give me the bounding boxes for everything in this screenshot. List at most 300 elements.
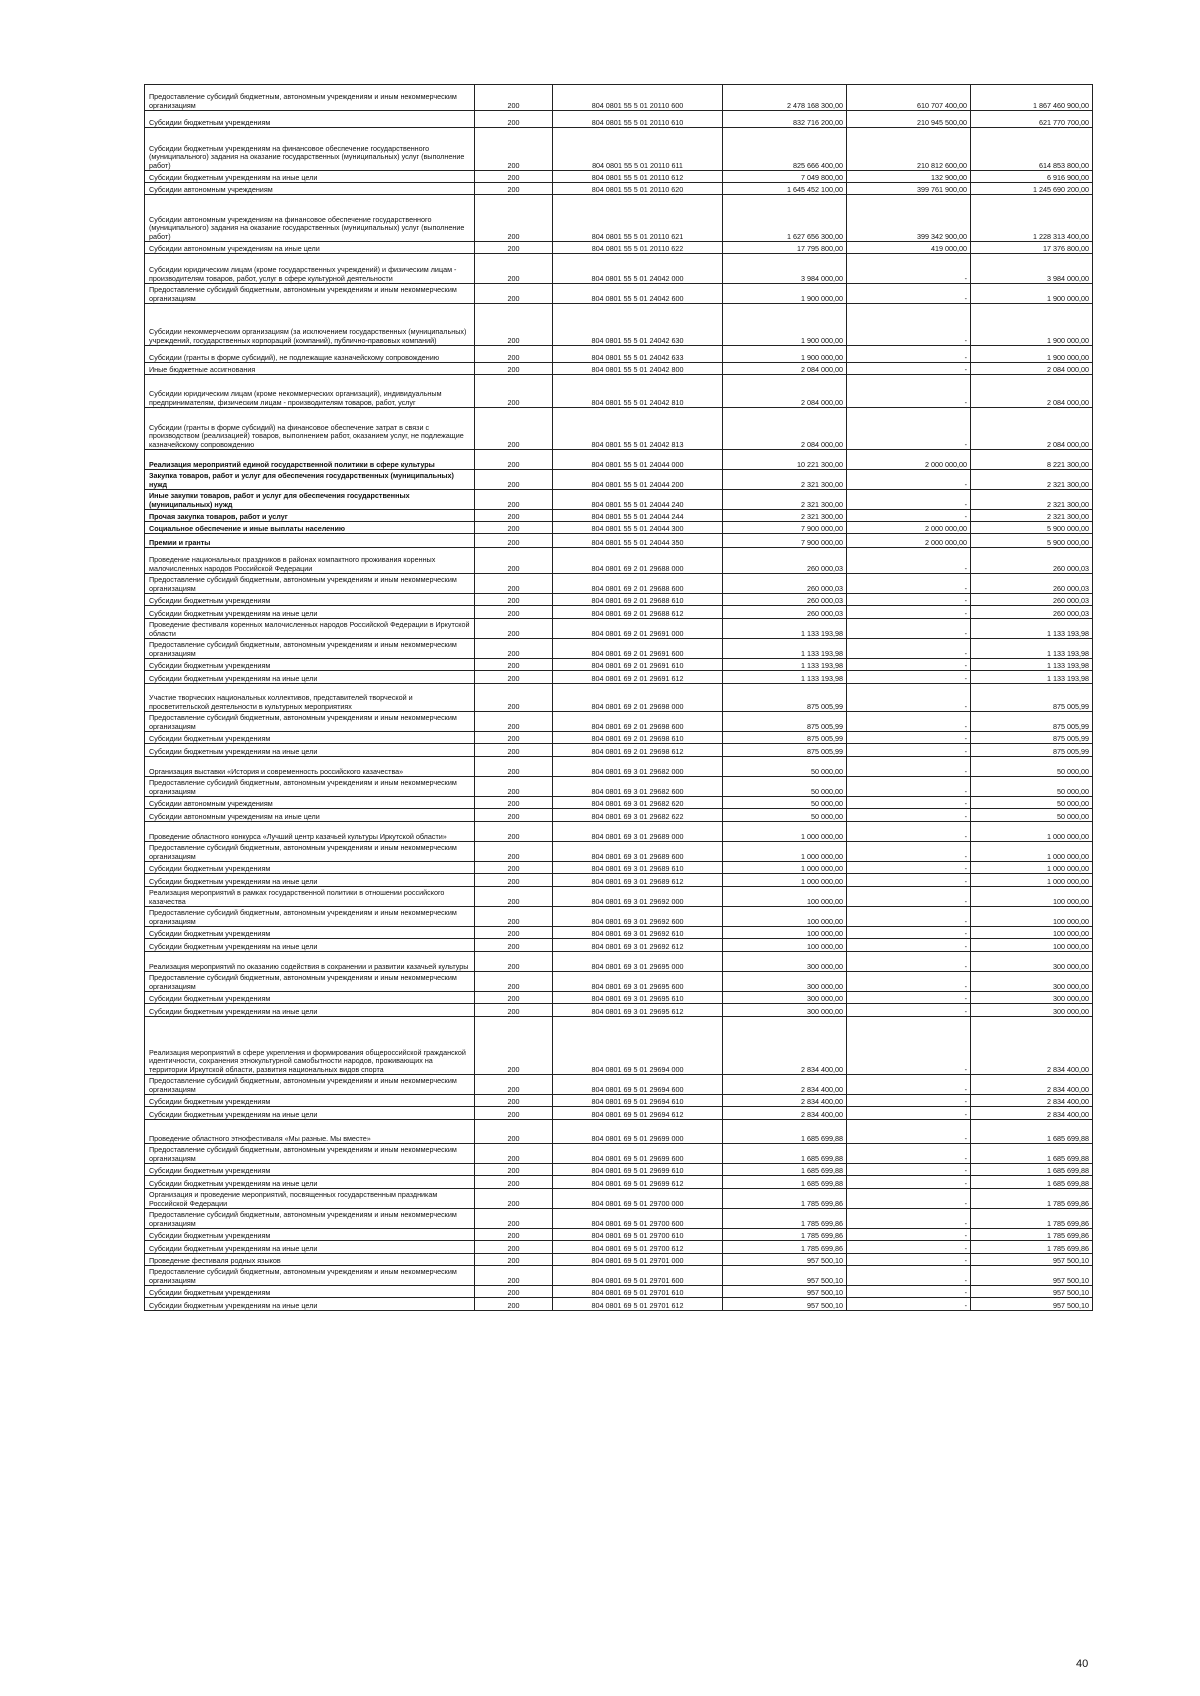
row-admin-code: 200 [475, 952, 553, 972]
table-row [145, 1254, 1093, 1266]
row-admin-code: 200 [475, 797, 553, 809]
table-row [145, 1120, 1093, 1144]
table-row [145, 907, 1093, 927]
row-amount-2: - [847, 927, 971, 939]
row-budget-code: 804 0801 69 3 01 29692 610 [553, 927, 723, 939]
table-row [145, 1176, 1093, 1189]
row-admin-code: 200 [475, 684, 553, 712]
row-name: Субсидии бюджетным учреждениям [145, 1095, 475, 1107]
row-amount-3: 957 500,10 [971, 1266, 1093, 1286]
row-budget-code: 804 0801 55 5 01 20110 610 [553, 111, 723, 128]
row-budget-code: 804 0801 69 5 01 29699 600 [553, 1144, 723, 1164]
row-admin-code: 200 [475, 171, 553, 183]
row-amount-2: - [847, 732, 971, 744]
row-budget-code: 804 0801 55 5 01 20110 620 [553, 183, 723, 195]
row-amount-2: - [847, 284, 971, 304]
row-amount-3: 621 770 700,00 [971, 111, 1093, 128]
row-admin-code: 200 [475, 777, 553, 797]
row-budget-code: 804 0801 69 2 01 29691 612 [553, 671, 723, 684]
table-row [145, 1286, 1093, 1298]
table-row [145, 732, 1093, 744]
row-total-amount: 957 500,10 [723, 1298, 847, 1311]
row-total-amount: 300 000,00 [723, 992, 847, 1004]
row-amount-3: 1 785 699,86 [971, 1189, 1093, 1209]
row-name: Субсидии бюджетным учреждениям [145, 111, 475, 128]
row-name: Предоставление субсидий бюджетным, автономным учреждениям и иным некоммерческим организациям [145, 1075, 475, 1095]
row-budget-code: 804 0801 69 5 01 29700 600 [553, 1209, 723, 1229]
row-amount-3: 1 785 699,86 [971, 1241, 1093, 1254]
row-budget-code: 804 0801 69 5 01 29701 000 [553, 1254, 723, 1266]
row-amount-3: 1 133 193,98 [971, 619, 1093, 639]
row-total-amount: 300 000,00 [723, 972, 847, 992]
row-admin-code: 200 [475, 732, 553, 744]
row-name: Субсидии юридическим лицам (кроме некоммерческих организаций), индивидуальным предпринимателям, физическим лицам - производителям товаров, работ, услуг [145, 375, 475, 408]
row-amount-2: - [847, 797, 971, 809]
row-name: Субсидии автономным учреждениям на иные цели [145, 809, 475, 822]
table-row [145, 1095, 1093, 1107]
row-amount-2: - [847, 1209, 971, 1229]
table-row [145, 757, 1093, 777]
row-budget-code: 804 0801 55 5 01 20110 622 [553, 242, 723, 254]
row-name: Субсидии бюджетным учреждениям на иные цели [145, 1107, 475, 1120]
row-amount-2: - [847, 1176, 971, 1189]
row-total-amount: 300 000,00 [723, 1004, 847, 1017]
row-name: Участие творческих национальных коллективов, представителей творческой и просветительской деятельности в культурных мероприятиях [145, 684, 475, 712]
row-name: Субсидии бюджетным учреждениям [145, 862, 475, 874]
table-row [145, 744, 1093, 757]
row-admin-code: 200 [475, 1286, 553, 1298]
row-admin-code: 200 [475, 254, 553, 284]
row-budget-code: 804 0801 69 5 01 29694 612 [553, 1107, 723, 1120]
table-row [145, 1298, 1093, 1311]
row-total-amount: 2 084 000,00 [723, 375, 847, 408]
row-amount-2: - [847, 1004, 971, 1017]
table-row [145, 375, 1093, 408]
row-total-amount: 50 000,00 [723, 809, 847, 822]
row-amount-2: - [847, 777, 971, 797]
row-admin-code: 200 [475, 712, 553, 732]
row-total-amount: 2 834 400,00 [723, 1095, 847, 1107]
row-admin-code: 200 [475, 490, 553, 510]
row-budget-code: 804 0801 55 5 01 24042 633 [553, 346, 723, 363]
row-amount-3: 1 900 000,00 [971, 284, 1093, 304]
row-amount-2: - [847, 1095, 971, 1107]
row-budget-code: 804 0801 55 5 01 24042 000 [553, 254, 723, 284]
row-amount-2: - [847, 972, 971, 992]
row-admin-code: 200 [475, 111, 553, 128]
table-row [145, 304, 1093, 346]
table-row [145, 470, 1093, 490]
table-row [145, 927, 1093, 939]
row-amount-2: - [847, 1017, 971, 1075]
row-total-amount: 1 133 193,98 [723, 671, 847, 684]
row-budget-code: 804 0801 69 2 01 29698 612 [553, 744, 723, 757]
row-admin-code: 200 [475, 1144, 553, 1164]
row-admin-code: 200 [475, 534, 553, 548]
row-total-amount: 875 005,99 [723, 712, 847, 732]
row-amount-2: - [847, 375, 971, 408]
row-amount-3: 300 000,00 [971, 1004, 1093, 1017]
row-name: Предоставление субсидий бюджетным, автономным учреждениям и иным некоммерческим организациям [145, 777, 475, 797]
row-amount-2: - [847, 606, 971, 619]
table-row [145, 1004, 1093, 1017]
row-name: Субсидии бюджетным учреждениям на иные цели [145, 606, 475, 619]
row-name: Проведение национальных праздников в районах компактного проживания коренных малочисленных народов Российской Федерации [145, 548, 475, 574]
row-name: Проведение фестиваля коренных малочисленных народов Российской Федерации в Иркутской области [145, 619, 475, 639]
row-admin-code: 200 [475, 671, 553, 684]
row-total-amount: 1 685 699,88 [723, 1144, 847, 1164]
row-amount-2: 419 000,00 [847, 242, 971, 254]
row-admin-code: 200 [475, 548, 553, 574]
row-name: Субсидии бюджетным учреждениям на иные цели [145, 1176, 475, 1189]
row-name: Субсидии бюджетным учреждениям [145, 992, 475, 1004]
row-name: Субсидии бюджетным учреждениям на иные цели [145, 1004, 475, 1017]
row-budget-code: 804 0801 55 5 01 20110 611 [553, 128, 723, 171]
row-amount-2: - [847, 1298, 971, 1311]
table-row [145, 363, 1093, 375]
row-total-amount: 10 221 300,00 [723, 450, 847, 470]
table-row [145, 171, 1093, 183]
row-budget-code: 804 0801 55 5 01 20110 612 [553, 171, 723, 183]
row-name: Субсидии автономным учреждениям на финансовое обеспечение государственного (муниципального) задания на оказание государственных (муниципальных) услуг (выполнение работ) [145, 195, 475, 242]
row-amount-3: 2 321 300,00 [971, 490, 1093, 510]
row-total-amount: 1 000 000,00 [723, 822, 847, 842]
row-amount-2: 210 945 500,00 [847, 111, 971, 128]
table-row [145, 809, 1093, 822]
table-row [145, 1144, 1093, 1164]
table-row [145, 639, 1093, 659]
row-budget-code: 804 0801 69 5 01 29700 610 [553, 1229, 723, 1241]
row-amount-2: - [847, 1164, 971, 1176]
row-name: Субсидии некоммерческим организациям (за исключением государственных (муниципальных) учреждений, государственных корпораций (компаний), публично-правовых компаний) [145, 304, 475, 346]
row-name: Субсидии бюджетным учреждениям [145, 732, 475, 744]
row-amount-2: - [847, 510, 971, 522]
row-budget-code: 804 0801 69 2 01 29691 600 [553, 639, 723, 659]
row-total-amount: 875 005,99 [723, 744, 847, 757]
row-amount-2: - [847, 874, 971, 887]
row-total-amount: 100 000,00 [723, 927, 847, 939]
table-row [145, 797, 1093, 809]
row-admin-code: 200 [475, 992, 553, 1004]
row-admin-code: 200 [475, 1209, 553, 1229]
row-admin-code: 200 [475, 450, 553, 470]
row-amount-3: 50 000,00 [971, 777, 1093, 797]
row-budget-code: 804 0801 69 3 01 29692 612 [553, 939, 723, 952]
table-row [145, 284, 1093, 304]
row-admin-code: 200 [475, 1176, 553, 1189]
row-budget-code: 804 0801 55 5 01 24044 300 [553, 522, 723, 534]
row-amount-2: - [847, 363, 971, 375]
row-budget-code: 804 0801 55 5 01 24042 813 [553, 408, 723, 450]
row-name: Субсидии бюджетным учреждениям на иные цели [145, 171, 475, 183]
row-amount-3: 1 000 000,00 [971, 874, 1093, 887]
row-amount-2: - [847, 1144, 971, 1164]
row-amount-2: - [847, 809, 971, 822]
row-budget-code: 804 0801 55 5 01 24044 350 [553, 534, 723, 548]
row-amount-3: 1 228 313 400,00 [971, 195, 1093, 242]
row-name: Проведение областного этнофестиваля «Мы разные. Мы вместе» [145, 1120, 475, 1144]
row-admin-code: 200 [475, 183, 553, 195]
row-admin-code: 200 [475, 1254, 553, 1266]
row-amount-3: 100 000,00 [971, 939, 1093, 952]
row-amount-2: 399 342 900,00 [847, 195, 971, 242]
row-name: Предоставление субсидий бюджетным, автономным учреждениям и иным некоммерческим организациям [145, 85, 475, 111]
row-budget-code: 804 0801 69 2 01 29698 600 [553, 712, 723, 732]
row-name: Организация и проведение мероприятий, посвященных государственным праздникам Российской Федерации [145, 1189, 475, 1209]
row-total-amount: 260 000,03 [723, 548, 847, 574]
row-amount-3: 1 900 000,00 [971, 304, 1093, 346]
row-total-amount: 2 834 400,00 [723, 1107, 847, 1120]
row-admin-code: 200 [475, 659, 553, 671]
row-budget-code: 804 0801 69 5 01 29701 610 [553, 1286, 723, 1298]
table-row [145, 972, 1093, 992]
row-amount-3: 875 005,99 [971, 744, 1093, 757]
row-admin-code: 200 [475, 1107, 553, 1120]
row-budget-code: 804 0801 69 5 01 29694 000 [553, 1017, 723, 1075]
row-amount-3: 260 000,03 [971, 574, 1093, 594]
row-name: Субсидии автономным учреждениям на иные цели [145, 242, 475, 254]
table-row [145, 874, 1093, 887]
row-amount-3: 50 000,00 [971, 809, 1093, 822]
row-admin-code: 200 [475, 510, 553, 522]
row-amount-2: - [847, 470, 971, 490]
row-name: Субсидии бюджетным учреждениям [145, 1286, 475, 1298]
row-budget-code: 804 0801 69 5 01 29701 600 [553, 1266, 723, 1286]
row-admin-code: 200 [475, 887, 553, 907]
row-budget-code: 804 0801 69 3 01 29695 610 [553, 992, 723, 1004]
row-amount-3: 1 785 699,86 [971, 1229, 1093, 1241]
row-name: Премии и гранты [145, 534, 475, 548]
row-admin-code: 200 [475, 842, 553, 862]
row-amount-3: 1 000 000,00 [971, 862, 1093, 874]
row-budget-code: 804 0801 55 5 01 24042 600 [553, 284, 723, 304]
row-amount-3: 260 000,03 [971, 548, 1093, 574]
row-budget-code: 804 0801 55 5 01 20110 621 [553, 195, 723, 242]
row-total-amount: 825 666 400,00 [723, 128, 847, 171]
row-name: Реализация мероприятий в сфере укрепления и формирования общероссийской гражданской идентичности, сохранения этнокультурной самобытности народов, проживающих на территории Иркутской области, развития национальных видов спорта [145, 1017, 475, 1075]
row-budget-code: 804 0801 69 3 01 29695 000 [553, 952, 723, 972]
row-amount-3: 300 000,00 [971, 952, 1093, 972]
row-amount-3: 1 785 699,86 [971, 1209, 1093, 1229]
row-admin-code: 200 [475, 744, 553, 757]
row-budget-code: 804 0801 55 5 01 24044 240 [553, 490, 723, 510]
row-total-amount: 260 000,03 [723, 594, 847, 606]
row-name: Субсидии бюджетным учреждениям на иные цели [145, 1241, 475, 1254]
row-admin-code: 200 [475, 346, 553, 363]
row-name: Предоставление субсидий бюджетным, автономным учреждениям и иным некоммерческим организациям [145, 574, 475, 594]
row-amount-3: 100 000,00 [971, 887, 1093, 907]
row-total-amount: 1 645 452 100,00 [723, 183, 847, 195]
row-budget-code: 804 0801 69 2 01 29691 610 [553, 659, 723, 671]
row-amount-2: 610 707 400,00 [847, 85, 971, 111]
row-admin-code: 200 [475, 862, 553, 874]
row-amount-2: - [847, 304, 971, 346]
table-row [145, 939, 1093, 952]
row-admin-code: 200 [475, 522, 553, 534]
row-budget-code: 804 0801 55 5 01 20110 600 [553, 85, 723, 111]
row-admin-code: 200 [475, 375, 553, 408]
table-row [145, 1107, 1093, 1120]
row-total-amount: 1 785 699,86 [723, 1241, 847, 1254]
row-total-amount: 957 500,10 [723, 1266, 847, 1286]
row-amount-3: 50 000,00 [971, 757, 1093, 777]
table-row [145, 1017, 1093, 1075]
row-budget-code: 804 0801 69 3 01 29689 612 [553, 874, 723, 887]
table-row [145, 992, 1093, 1004]
row-admin-code: 200 [475, 1266, 553, 1286]
row-budget-code: 804 0801 55 5 01 24042 630 [553, 304, 723, 346]
row-amount-2: - [847, 594, 971, 606]
row-name: Предоставление субсидий бюджетным, автономным учреждениям и иным некоммерческим организациям [145, 1266, 475, 1286]
row-total-amount: 1 000 000,00 [723, 874, 847, 887]
row-total-amount: 832 716 200,00 [723, 111, 847, 128]
row-name: Субсидии юридическим лицам (кроме государственных учреждений) и физическим лицам - производителям товаров, работ, услуг в сфере культурной деятельности [145, 254, 475, 284]
row-budget-code: 804 0801 69 2 01 29688 000 [553, 548, 723, 574]
row-total-amount: 2 084 000,00 [723, 408, 847, 450]
row-total-amount: 1 685 699,88 [723, 1120, 847, 1144]
budget-table-sheet [144, 84, 1092, 1311]
row-admin-code: 200 [475, 594, 553, 606]
row-amount-2: - [847, 1286, 971, 1298]
row-amount-2: - [847, 639, 971, 659]
row-admin-code: 200 [475, 128, 553, 171]
row-budget-code: 804 0801 55 5 01 24044 000 [553, 450, 723, 470]
row-budget-code: 804 0801 69 5 01 29700 000 [553, 1189, 723, 1209]
row-name: Прочая закупка товаров, работ и услуг [145, 510, 475, 522]
row-total-amount: 1 133 193,98 [723, 659, 847, 671]
row-name: Предоставление субсидий бюджетным, автономным учреждениям и иным некоммерческим организациям [145, 284, 475, 304]
row-total-amount: 1 685 699,88 [723, 1164, 847, 1176]
row-amount-3: 5 900 000,00 [971, 522, 1093, 534]
row-total-amount: 2 321 300,00 [723, 510, 847, 522]
row-amount-2: - [847, 684, 971, 712]
row-admin-code: 200 [475, 1241, 553, 1254]
row-amount-3: 2 321 300,00 [971, 510, 1093, 522]
row-total-amount: 1 627 656 300,00 [723, 195, 847, 242]
row-total-amount: 2 834 400,00 [723, 1075, 847, 1095]
table-row [145, 671, 1093, 684]
row-admin-code: 200 [475, 1075, 553, 1095]
row-name: Предоставление субсидий бюджетным, автономным учреждениям и иным некоммерческим организациям [145, 1209, 475, 1229]
table-row [145, 128, 1093, 171]
row-amount-2: - [847, 490, 971, 510]
row-amount-3: 614 853 800,00 [971, 128, 1093, 171]
row-amount-2: - [847, 1189, 971, 1209]
row-amount-3: 1 685 699,88 [971, 1144, 1093, 1164]
row-admin-code: 200 [475, 809, 553, 822]
row-amount-3: 957 500,10 [971, 1286, 1093, 1298]
row-amount-3: 2 834 400,00 [971, 1107, 1093, 1120]
row-admin-code: 200 [475, 927, 553, 939]
row-amount-3: 875 005,99 [971, 732, 1093, 744]
table-row [145, 1075, 1093, 1095]
row-name: Субсидии бюджетным учреждениям на иные цели [145, 874, 475, 887]
row-amount-3: 3 984 000,00 [971, 254, 1093, 284]
row-budget-code: 804 0801 69 3 01 29682 622 [553, 809, 723, 822]
row-amount-3: 2 084 000,00 [971, 408, 1093, 450]
row-amount-3: 1 133 193,98 [971, 659, 1093, 671]
table-row [145, 712, 1093, 732]
row-total-amount: 260 000,03 [723, 606, 847, 619]
table-row [145, 777, 1093, 797]
row-name: Предоставление субсидий бюджетным, автономным учреждениям и иным некоммерческим организациям [145, 639, 475, 659]
row-amount-3: 1 900 000,00 [971, 346, 1093, 363]
row-name: Социальное обеспечение и иные выплаты населению [145, 522, 475, 534]
row-admin-code: 200 [475, 1189, 553, 1209]
row-amount-3: 100 000,00 [971, 907, 1093, 927]
row-admin-code: 200 [475, 907, 553, 927]
row-amount-3: 2 321 300,00 [971, 470, 1093, 490]
row-name: Проведение областного конкурса «Лучший центр казачьей культуры Иркутской области» [145, 822, 475, 842]
row-name: Субсидии бюджетным учреждениям на иные цели [145, 671, 475, 684]
row-name: Субсидии бюджетным учреждениям на иные цели [145, 1298, 475, 1311]
row-name: Иные бюджетные ассигнования [145, 363, 475, 375]
row-name: Организация выставки «История и современность российского казачества» [145, 757, 475, 777]
row-admin-code: 200 [475, 1229, 553, 1241]
row-amount-2: - [847, 574, 971, 594]
row-amount-3: 875 005,99 [971, 684, 1093, 712]
row-name: Субсидии бюджетным учреждениям [145, 594, 475, 606]
table-row [145, 242, 1093, 254]
row-amount-3: 1 000 000,00 [971, 842, 1093, 862]
row-total-amount: 50 000,00 [723, 757, 847, 777]
row-admin-code: 200 [475, 619, 553, 639]
row-admin-code: 200 [475, 606, 553, 619]
row-name: Субсидии бюджетным учреждениям [145, 1164, 475, 1176]
table-row [145, 822, 1093, 842]
row-budget-code: 804 0801 69 3 01 29689 600 [553, 842, 723, 862]
row-amount-2: - [847, 939, 971, 952]
budget-table-body [145, 85, 1093, 1311]
table-row [145, 1164, 1093, 1176]
row-amount-3: 300 000,00 [971, 992, 1093, 1004]
row-total-amount: 50 000,00 [723, 777, 847, 797]
row-total-amount: 957 500,10 [723, 1254, 847, 1266]
row-amount-3: 1 133 193,98 [971, 671, 1093, 684]
table-row [145, 254, 1093, 284]
row-amount-3: 1 133 193,98 [971, 639, 1093, 659]
row-admin-code: 200 [475, 470, 553, 490]
row-budget-code: 804 0801 69 5 01 29701 612 [553, 1298, 723, 1311]
row-amount-2: - [847, 992, 971, 1004]
row-amount-3: 100 000,00 [971, 927, 1093, 939]
row-name: Проведение фестиваля родных языков [145, 1254, 475, 1266]
row-amount-3: 957 500,10 [971, 1254, 1093, 1266]
row-budget-code: 804 0801 69 2 01 29688 612 [553, 606, 723, 619]
row-total-amount: 7 049 800,00 [723, 171, 847, 183]
table-row [145, 522, 1093, 534]
row-total-amount: 1 000 000,00 [723, 842, 847, 862]
row-amount-3: 2 834 400,00 [971, 1075, 1093, 1095]
row-budget-code: 804 0801 69 2 01 29688 600 [553, 574, 723, 594]
row-total-amount: 1 785 699,86 [723, 1209, 847, 1229]
table-row [145, 195, 1093, 242]
row-budget-code: 804 0801 69 2 01 29698 000 [553, 684, 723, 712]
table-row [145, 450, 1093, 470]
table-row [145, 862, 1093, 874]
row-admin-code: 200 [475, 822, 553, 842]
row-name: Реализация мероприятий в рамках государственной политики в отношении российского казачества [145, 887, 475, 907]
row-name: Субсидии автономным учреждениям [145, 183, 475, 195]
row-amount-3: 2 834 400,00 [971, 1095, 1093, 1107]
row-amount-3: 1 685 699,88 [971, 1176, 1093, 1189]
row-admin-code: 200 [475, 1298, 553, 1311]
row-amount-2: - [847, 1075, 971, 1095]
table-row [145, 346, 1093, 363]
row-total-amount: 1 900 000,00 [723, 346, 847, 363]
row-name: Иные закупки товаров, работ и услуг для обеспечения государственных (муниципальных) нужд [145, 490, 475, 510]
table-row [145, 490, 1093, 510]
